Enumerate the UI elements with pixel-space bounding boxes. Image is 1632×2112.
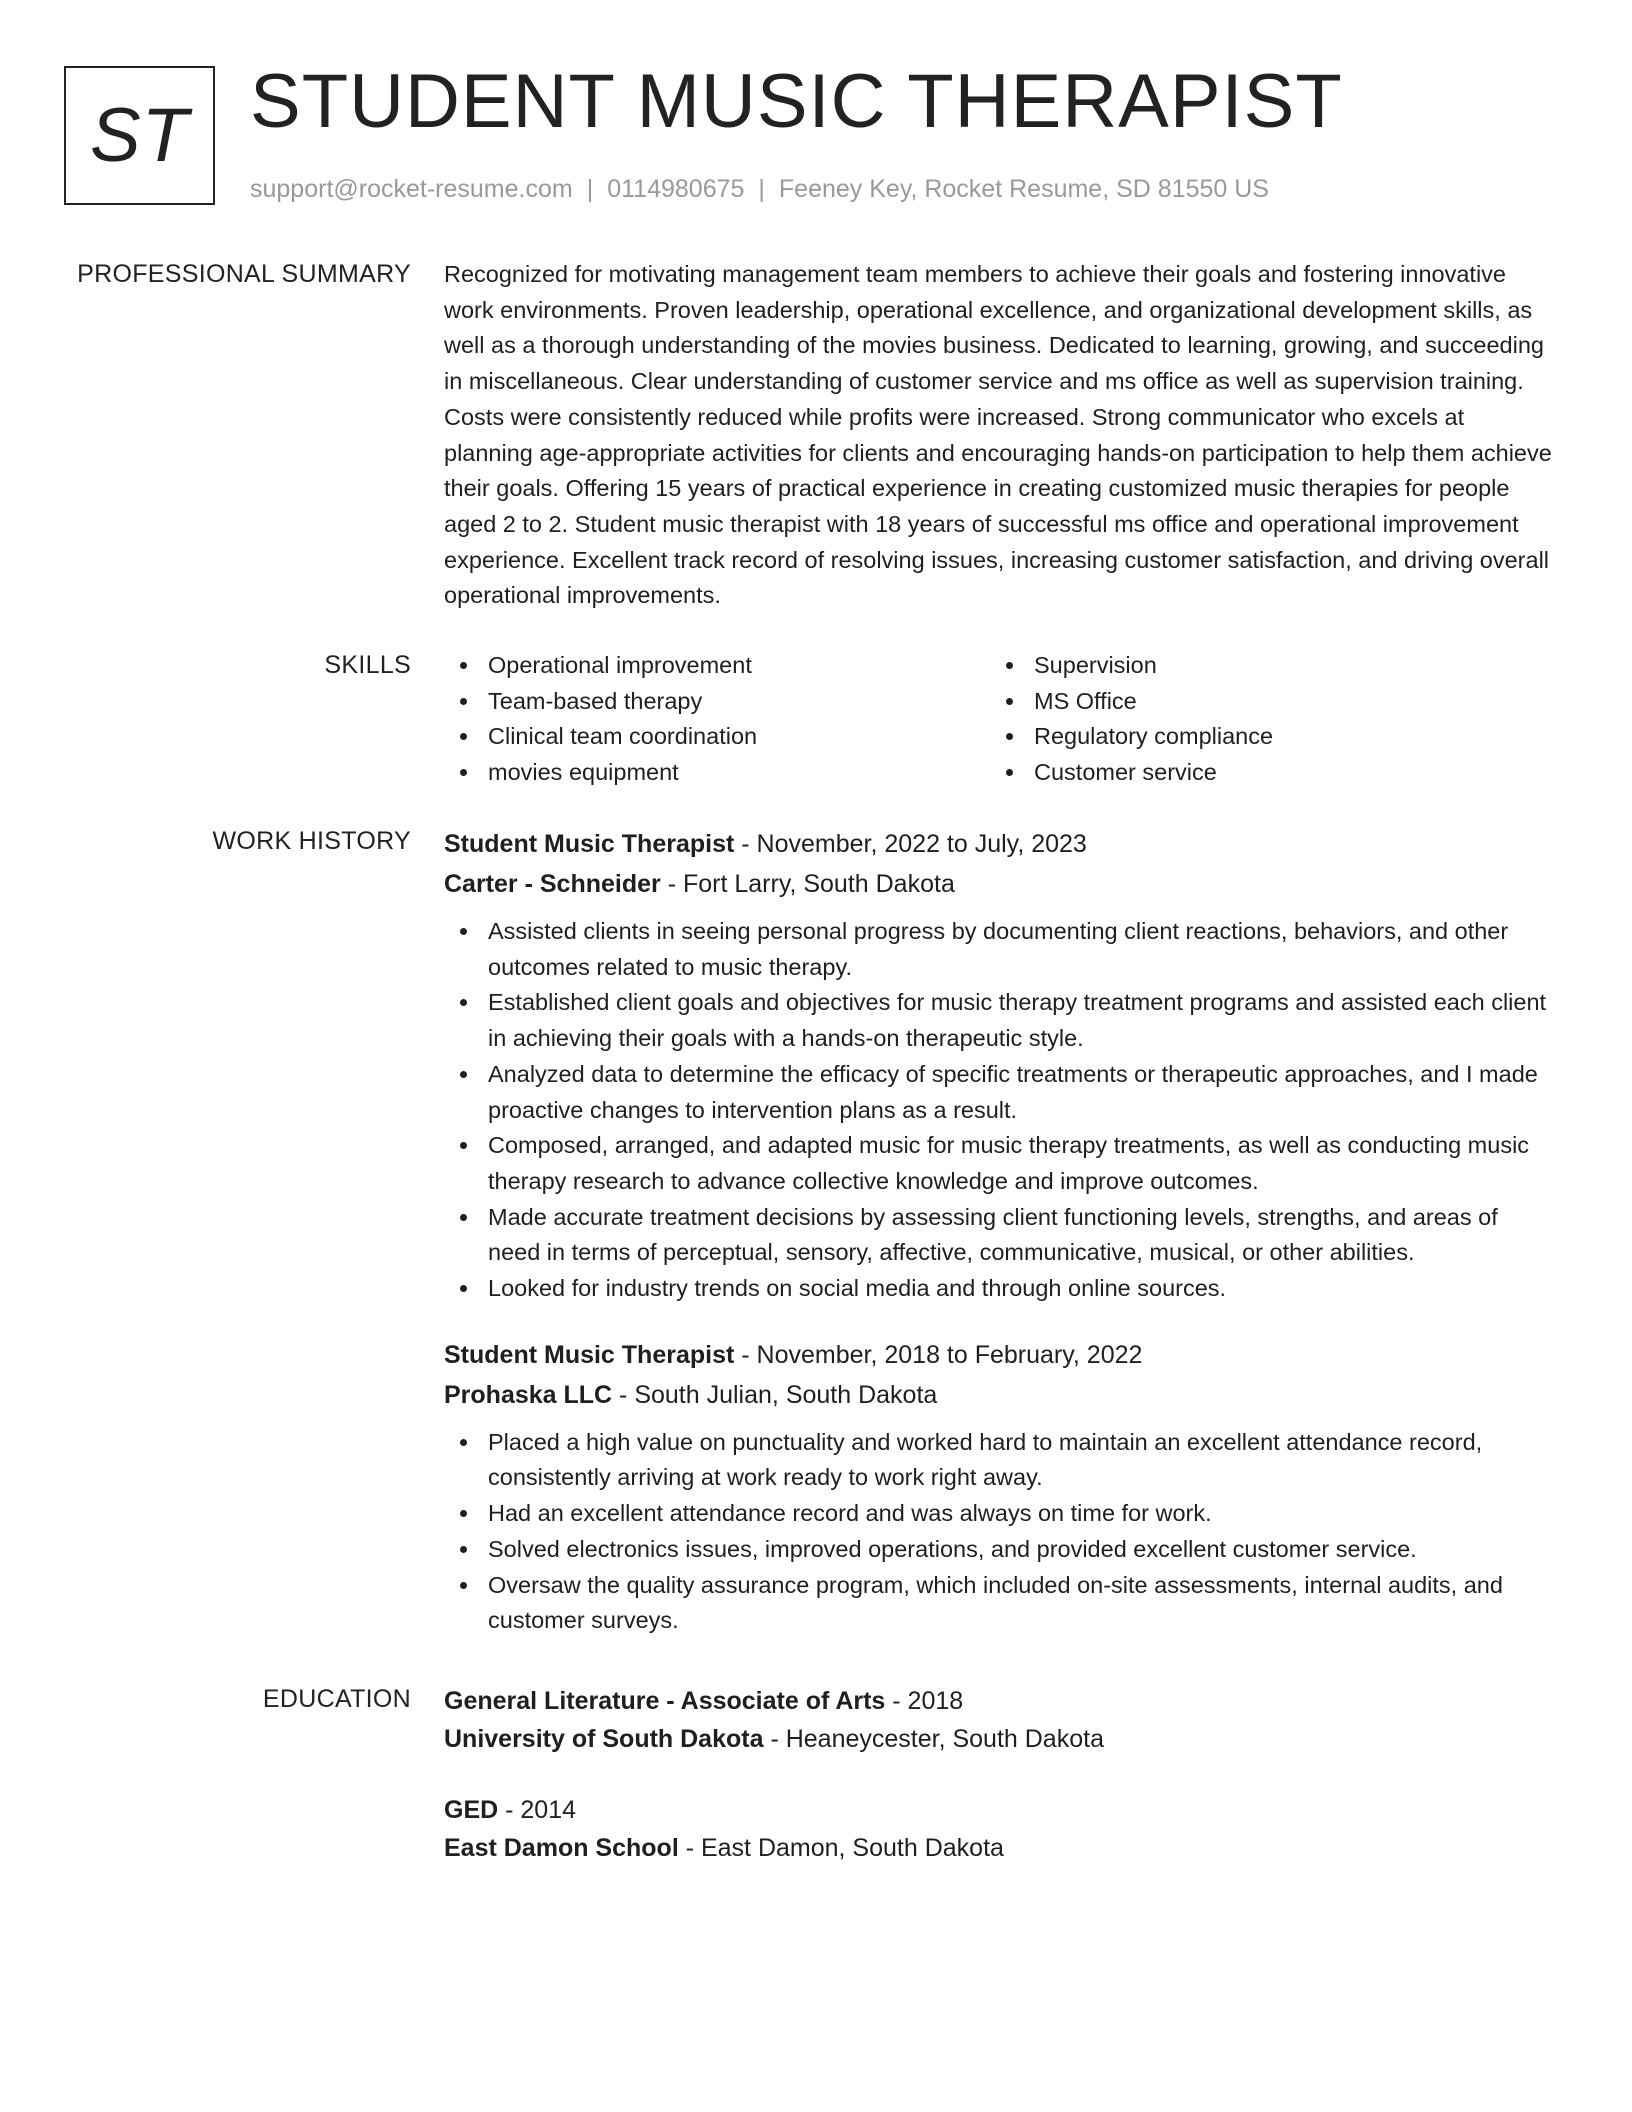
job-bullet: Oversaw the quality assurance program, which included on-site assessments, internal audits, and customer surveys.	[444, 1568, 1556, 1639]
education-degree: GED	[444, 1796, 499, 1824]
monogram-box	[64, 66, 215, 205]
job-bullet: Analyzed data to determine the efficacy of specific treatments or therapeutic approaches, and I made proactive changes to intervention plans as a result.	[444, 1057, 1556, 1128]
job-bullets	[444, 914, 1556, 1307]
education-school-line	[444, 1720, 1556, 1758]
job-dates: - November, 2018 to February, 2022	[734, 1340, 1143, 1369]
education-year: - 2014	[498, 1796, 577, 1824]
skills-list-left	[444, 648, 990, 791]
education-entry	[444, 1682, 1556, 1758]
education-location: - East Damon, South Dakota	[678, 1834, 1004, 1862]
education-degree: General Literature - Associate of Arts	[444, 1687, 886, 1715]
job-title-line	[444, 824, 1556, 864]
job-bullet: Composed, arranged, and adapted music for music therapy treatments, as well as conducting music therapy research to advance collective knowledge and improve outcomes.	[444, 1128, 1556, 1199]
job-bullet: Established client goals and objectives for music therapy treatment programs and assisted each client in achieving their goals with a hands-on therapeutic style.	[444, 985, 1556, 1056]
skill-item: MS Office	[990, 684, 1536, 720]
job-bullets	[444, 1425, 1556, 1639]
contact-separator: |	[586, 175, 594, 203]
education-body	[444, 1682, 1556, 1867]
job-location: - Fort Larry, South Dakota	[660, 870, 955, 898]
summary-text: Recognized for motivating management team members to achieve their goals and fostering innovative work environments. Proven leadership, operational excellence, and organizational development skills, as well as a thorough understanding of the movies business. Dedicated to learning, growing, and succeeding in miscellaneous. Clear understanding of customer service and ms office as well as supervision training. Costs were consistently reduced while profits were increased. Strong communicator who excels at planning age-appropriate activities for clients and encouraging hands-on participation to help them achieve their goals. Offering 15 years of practical experience in creating customized music therapies for people aged 2 to 2. Student music therapist with 18 years of successful ms office and operational improvement experience. Excellent track record of resolving issues, increasing customer satisfaction, and driving overall operational improvements.	[444, 261, 1552, 609]
education-school: East Damon School	[444, 1834, 679, 1862]
contact-line	[250, 172, 1269, 206]
job-bullet: Solved electronics issues, improved operations, and provided excellent customer service.	[444, 1532, 1556, 1568]
skill-item: Supervision	[990, 648, 1536, 684]
skill-item: Regulatory compliance	[990, 719, 1536, 755]
contact-email: support@rocket-resume.com	[250, 175, 573, 203]
skills-body	[444, 648, 1556, 791]
job-company-line	[444, 864, 1556, 904]
skills-heading: SKILLS	[324, 651, 411, 679]
skills-list-right	[990, 648, 1536, 791]
contact-separator: |	[758, 175, 765, 203]
job-company-line	[444, 1375, 1556, 1415]
monogram-initials: ST	[89, 93, 190, 178]
job-bullet: Looked for industry trends on social media and through online sources.	[444, 1271, 1556, 1307]
education-year: - 2018	[885, 1687, 964, 1715]
job-location: - South Julian, South Dakota	[612, 1380, 938, 1409]
job-entry	[444, 824, 1556, 1307]
education-school: University of South Dakota	[444, 1725, 764, 1753]
job-bullet: Made accurate treatment decisions by assessing client functioning levels, strengths, and areas of need in terms of perceptual, sensory, affective, communicative, musical, or other abilities.	[444, 1200, 1556, 1271]
job-bullet: Placed a high value on punctuality and worked hard to maintain an excellent attendance record, consistently arriving at work ready to work right away.	[444, 1425, 1556, 1496]
resume-name: STUDENT MUSIC THERAPIST	[250, 59, 1343, 144]
skill-item: Operational improvement	[444, 648, 990, 684]
work-history-heading: WORK HISTORY	[212, 827, 411, 855]
summary-body	[444, 257, 1556, 614]
job-entry	[444, 1335, 1556, 1639]
job-company: Carter - Schneider	[444, 870, 661, 898]
job-title: Student Music Therapist	[444, 830, 735, 858]
skill-item: Customer service	[990, 755, 1536, 791]
education-entry	[444, 1791, 1556, 1867]
contact-address: Feeney Key, Rocket Resume, SD 81550 US	[778, 175, 1269, 203]
job-bullet: Had an excellent attendance record and was always on time for work.	[444, 1496, 1556, 1532]
job-title-line	[444, 1335, 1556, 1375]
education-school-line	[444, 1829, 1556, 1867]
skill-item: movies equipment	[444, 755, 990, 791]
education-heading: EDUCATION	[262, 1685, 411, 1713]
job-bullet: Assisted clients in seeing personal progress by documenting client reactions, behaviors, and other outcomes related to music therapy.	[444, 914, 1556, 985]
job-company: Prohaska LLC	[444, 1380, 613, 1409]
summary-heading: PROFESSIONAL SUMMARY	[77, 260, 411, 288]
work-history-body	[444, 824, 1556, 1639]
education-degree-line	[444, 1682, 1556, 1720]
job-dates: - November, 2022 to July, 2023	[734, 830, 1087, 858]
contact-phone: 0114980675	[607, 175, 745, 203]
skill-item: Team-based therapy	[444, 684, 990, 720]
education-location: - Heaneycester, South Dakota	[763, 1725, 1104, 1753]
job-title: Student Music Therapist	[444, 1340, 735, 1369]
education-degree-line	[444, 1791, 1556, 1829]
skill-item: Clinical team coordination	[444, 719, 990, 755]
